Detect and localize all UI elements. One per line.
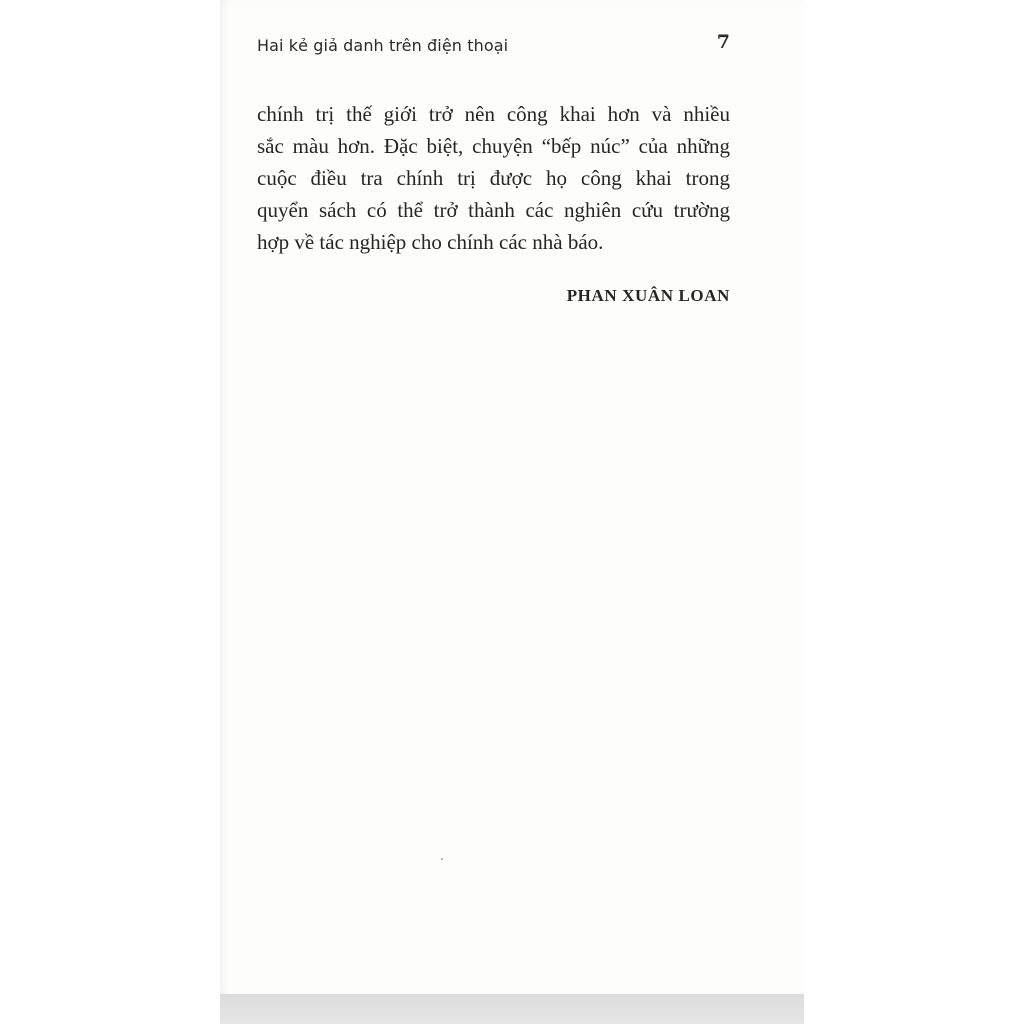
- book-page: [220, 0, 804, 994]
- paper-speck: [441, 858, 443, 860]
- page-bottom-edge: [220, 994, 804, 1024]
- body-paragraph: [257, 98, 730, 258]
- paragraph-line: hợp về tác nghiệp cho chính các nhà báo.: [257, 230, 604, 254]
- author-signature: PHAN XUÂN LOAN: [566, 286, 730, 305]
- paragraph-line: cuộc điều tra chính trị được họ công khai trong: [257, 166, 730, 190]
- paragraph-line: quyển sách có thể trở thành các nghiên cứu trường: [257, 198, 730, 222]
- running-head: Hai kẻ giả danh trên điện thoại: [257, 36, 509, 55]
- page-number: 7: [716, 31, 730, 53]
- paragraph-line: sắc màu hơn. Đặc biệt, chuyện “bếp núc” của những: [257, 134, 730, 158]
- paragraph-line: chính trị thế giới trở nên công khai hơn và nhiều: [257, 102, 730, 126]
